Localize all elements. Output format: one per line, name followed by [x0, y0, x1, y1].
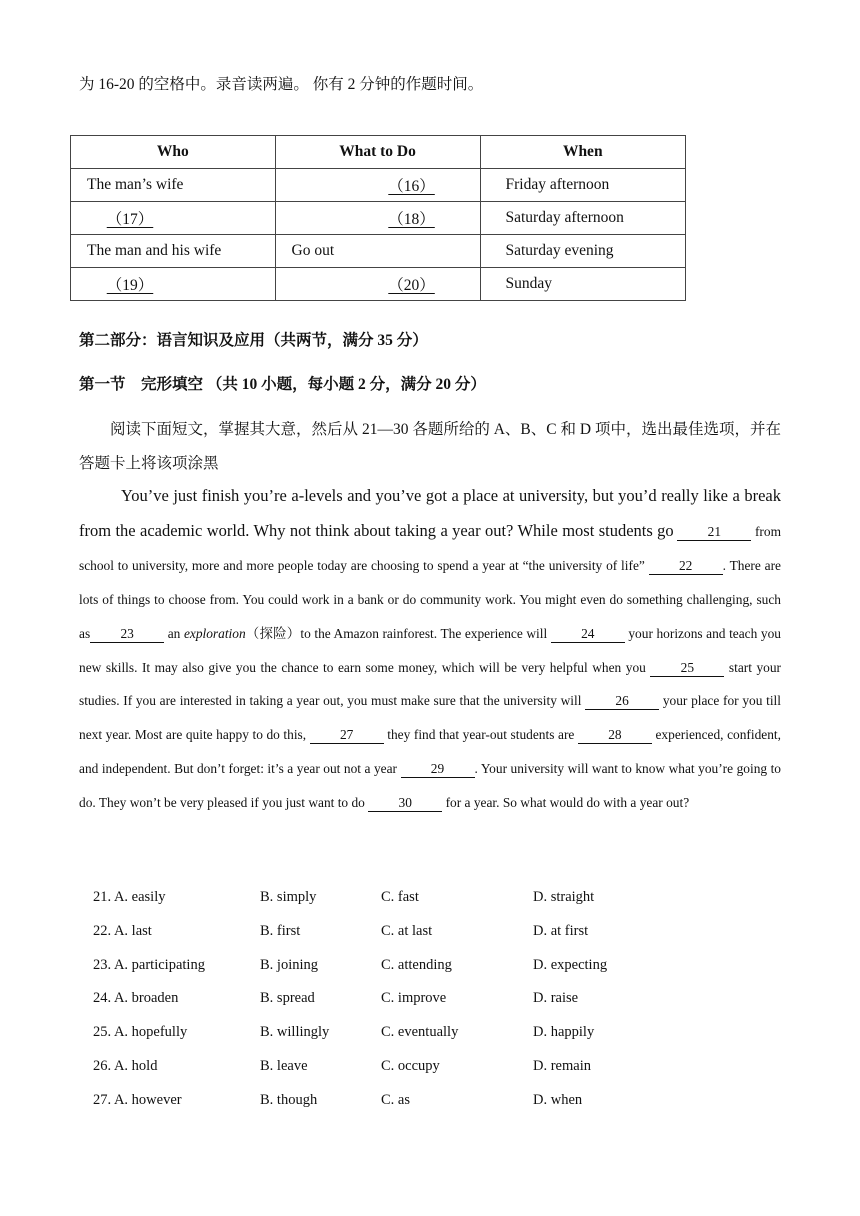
passage-text: （探险）to the Amazon rainforest. The experience will — [245, 625, 551, 641]
cloze-blank-29: 29 — [401, 761, 475, 778]
instructions: 阅读下面短文，掌握其大意，然后从 21—30 各题所给的 A、B、C 和 D 项中，选出最佳选项，并在答题卡上将该项涂黑 — [79, 421, 781, 472]
listening-table — [70, 135, 686, 301]
option-a: 23. A. participating — [93, 956, 205, 973]
passage-text: . There are lots of things to choose from. You could work in a bank or do community work. You might even do something challenging, such as — [79, 557, 781, 641]
option-b: B. simply — [260, 889, 317, 905]
table-cell — [275, 268, 480, 301]
cloze-blank-24: 24 — [551, 626, 625, 643]
part-heading: 第二部分：语言知识及应用（共两节，满分 35 分） — [79, 332, 428, 349]
option-d: D. straight — [533, 889, 595, 905]
option-b: B. leave — [260, 1057, 308, 1074]
cloze-blank-27: 27 — [310, 727, 384, 744]
table-cell — [275, 202, 480, 235]
table-row — [71, 202, 686, 235]
option-a: 24. A. broaden — [93, 990, 179, 1007]
option-c: C. fast — [381, 889, 419, 905]
cloze-blank-28: 28 — [578, 727, 652, 744]
blank-17: （17） — [106, 211, 154, 228]
table-row — [71, 235, 686, 268]
table-cell — [480, 169, 686, 202]
cloze-passage — [79, 479, 781, 820]
cloze-blank-30: 30 — [368, 795, 442, 812]
option-b: B. joining — [260, 956, 319, 973]
table-cell — [480, 202, 686, 235]
option-b: B. though — [260, 1091, 318, 1108]
cell-text: Saturday evening — [505, 242, 614, 259]
option-d: D. at first — [533, 922, 589, 939]
option-d: D. raise — [533, 990, 579, 1007]
option-b: B. first — [260, 922, 301, 939]
option-c: C. as — [381, 1091, 410, 1108]
cloze-blank-21: 21 — [677, 524, 751, 541]
cloze-blank-26: 26 — [585, 693, 659, 710]
passage-text: for a year. So what would do with a year out? — [442, 795, 690, 811]
passage-text: they find that year-out students are — [383, 727, 578, 743]
cloze-blank-22: 22 — [649, 558, 723, 575]
blank-20: （20） — [388, 277, 435, 294]
option-c: C. eventually — [381, 1024, 459, 1041]
cell-text: The man’s wife — [87, 176, 184, 193]
option-c: C. at last — [381, 922, 433, 939]
table-row — [71, 268, 686, 301]
option-a: 22. A. last — [93, 922, 152, 939]
table-cell — [275, 169, 480, 202]
option-d: D. when — [533, 1091, 583, 1108]
option-d: D. expecting — [533, 956, 608, 973]
option-c: C. improve — [381, 990, 447, 1007]
table-cell — [71, 202, 276, 235]
passage-text: your horizons and teach you new skills. It may also give you the chance to earn some money, which will be very helpful when you — [79, 625, 781, 675]
passage-text: start your studies. If you are interested in taking a year out, you must make sure that the university will — [79, 659, 782, 709]
passage-body — [79, 524, 781, 810]
cell-text: Saturday afternoon — [505, 209, 624, 226]
header-what-to-do: What to Do — [275, 136, 480, 169]
header-who: Who — [71, 136, 276, 169]
cell-text: Sunday — [505, 275, 552, 292]
blank-16: （16） — [388, 178, 435, 195]
section-heading: 第一节 完形填空 （共 10 小题，每小题 2 分，满分 20 分） — [79, 376, 486, 393]
option-c: C. attending — [381, 956, 452, 973]
header-when: When — [480, 136, 686, 169]
table-header-row — [71, 136, 686, 169]
option-a: 21. A. easily — [93, 889, 166, 905]
italic-word: exploration — [183, 625, 246, 641]
table-row — [71, 169, 686, 202]
option-a: 27. A. however — [93, 1091, 182, 1108]
option-b: B. spread — [260, 990, 315, 1007]
cloze-blank-23: 23 — [90, 626, 164, 643]
passage-lead: You’ve just finish you’re a-levels and you’ve got a place at university, but you’d really like a break from the academic world. Why not think about taking a year out? While most students go — [79, 486, 781, 540]
table-cell — [275, 235, 480, 268]
table-cell — [71, 268, 276, 301]
blank-19: （19） — [106, 277, 154, 294]
passage-text: . Your university will want to know what you’re going to do. They won’t be very pleased if you just want to do — [79, 761, 781, 811]
passage-text: experienced, confident, and independent. But don’t forget: it’s a year out not a year — [79, 727, 781, 777]
passage-text: from school to university, more and more people today are choosing to spend a year at “the university of life” — [79, 523, 781, 573]
table-cell — [480, 268, 686, 301]
cell-text: Go out — [291, 242, 335, 259]
blank-18: （18） — [388, 211, 435, 228]
option-d: D. remain — [533, 1057, 591, 1074]
table-cell — [480, 235, 686, 268]
option-c: C. occupy — [381, 1057, 440, 1074]
intro-line: 为 16-20 的空格中。录音读两遍。 你有 2 分钟的作题时间。 — [79, 76, 484, 93]
table-cell — [71, 169, 276, 202]
passage-text: your place for you till next year. Most are quite happy to do this, — [79, 693, 781, 743]
passage-text: an — [164, 625, 184, 641]
option-d: D. happily — [533, 1024, 595, 1041]
option-a: 25. A. hopefully — [93, 1024, 188, 1041]
cell-text: Friday afternoon — [505, 176, 610, 193]
table-cell — [71, 235, 276, 268]
option-b: B. willingly — [260, 1024, 330, 1041]
cloze-blank-25: 25 — [650, 660, 724, 677]
option-a: 26. A. hold — [93, 1057, 158, 1074]
cell-text: The man and his wife — [87, 242, 222, 259]
